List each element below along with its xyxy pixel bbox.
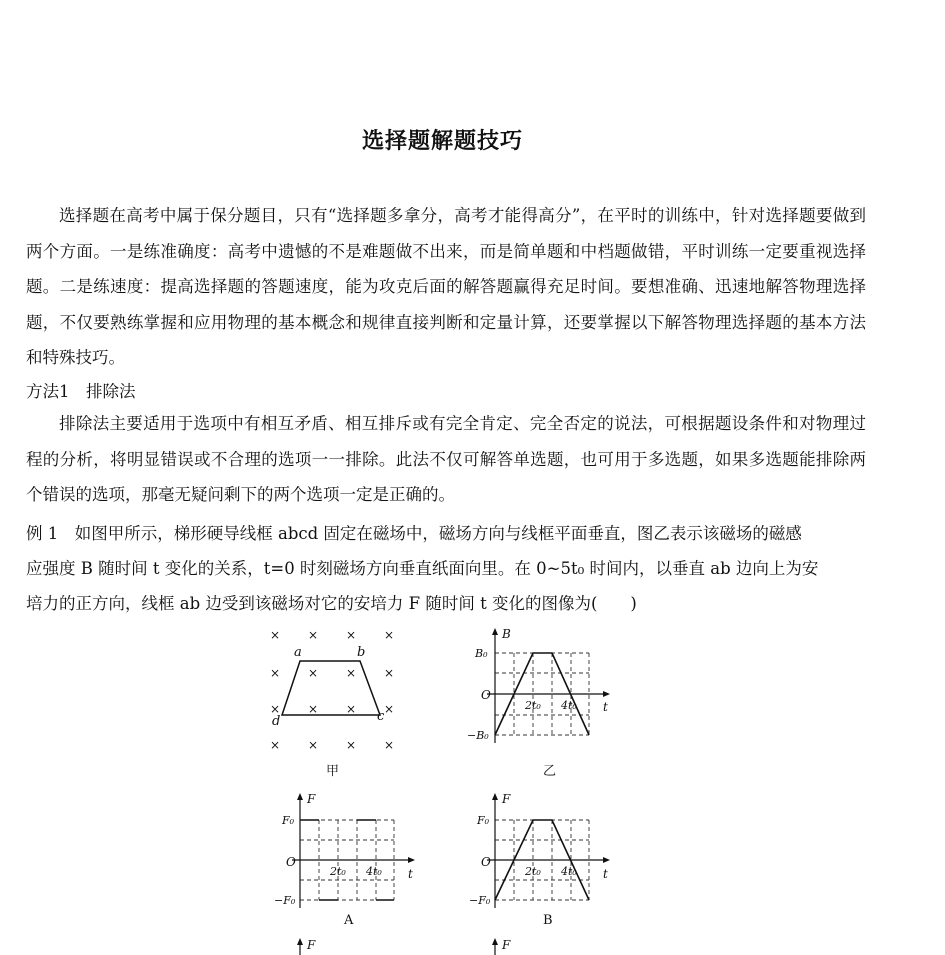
figure-jia [260,625,410,785]
x-axis-label: t [408,867,413,881]
vertex-label-c: c [377,709,385,724]
figure-yi [465,625,625,785]
y-bottom-label: −F₀ [274,894,296,907]
field-mark: × [384,666,395,680]
example1-line3: 培力的正方向，线框 ab 边受到该磁场对它的安培力 F 随时间 t 变化的图像为( ) [26,594,637,613]
field-mark: × [346,738,357,752]
field-mark: × [308,738,319,752]
field-mark: × [346,666,357,680]
method1-heading: 方法1 排除法 [26,382,136,401]
field-mark: × [384,628,395,642]
field-mark: × [308,628,319,642]
field-mark: × [270,666,281,680]
x-axis-label: t [603,700,608,714]
field-mark: × [308,666,319,680]
tick-label-2t0: 2t₀ [525,865,541,878]
tick-label-4t0: 4t₀ [561,699,577,712]
y-axis-label: F [502,938,511,952]
y-axis-label: F [307,792,316,806]
x-axis-label: t [603,867,608,881]
field-mark: × [308,702,319,716]
origin-label: O [481,688,491,702]
option-d-graph-partial [465,935,625,955]
y-axis-label: F [502,792,511,806]
option-a-graph [270,790,430,930]
tick-label-2t0: 2t₀ [330,865,346,878]
page-title: 选择题解题技巧 [361,128,523,154]
example1-line2: 应强度 B 随时间 t 变化的关系，t=0 时刻磁场方向垂直纸面向里。在 0~5t₀ 时间内，以垂直 ab 边向上为安 [26,559,819,578]
tick-label-4t0: 4t₀ [561,865,577,878]
option-a-caption: A [344,913,354,928]
y-bottom-label: −F₀ [469,894,491,907]
y-top-label: F₀ [282,814,295,827]
option-c-graph-partial [270,935,430,955]
trapezoid-frame [282,661,380,715]
option-b-caption: B [543,913,553,928]
tick-label-2t0: 2t₀ [525,699,541,712]
example1-line1: 例 1 如图甲所示，梯形硬导线框 abcd 固定在磁场中，磁场方向与线框平面垂直，图乙表示该磁场的磁感 [26,524,802,543]
intro-paragraph: 选择题在高考中属于保分题目，只有“选择题多拿分，高考才能得高分”，在平时的训练中，针对选择题要做到两个方面。一是练准确度：高考中遗憾的不是难题做不出来，而是简单题和中档题做错，平时训练一定要重视选择题。二是练速度：提高选择题的答题速度，能为攻克后面的解答题赢得充足时间。要想准确、迅速地解答物理选择题，不仅要熟练掌握和应用物理的基本概念和规律直接判断和定量计算，还要掌握以下解答物理选择题的基本方法和特殊技巧。 [26,206,866,367]
field-mark: × [270,702,281,716]
origin-label: O [481,855,491,869]
option-b-graph [465,790,625,930]
field-mark: × [384,702,395,716]
y-axis-label: B [502,627,511,641]
field-mark: × [346,702,357,716]
y-axis-label: F [307,938,316,952]
vertex-label-a: a [294,645,302,660]
field-mark: × [384,738,395,752]
origin-label: O [286,855,296,869]
tick-label-4t0: 4t₀ [366,865,382,878]
field-mark: × [270,628,281,642]
field-mark: × [346,628,357,642]
field-mark: × [270,738,281,752]
figure-yi-caption: 乙 [543,764,557,779]
y-top-label: B₀ [475,647,488,660]
method1-body: 排除法主要适用于选项中有相互矛盾、相互排斥或有完全肯定、完全否定的说法，可根据题设条件和对物理过程的分析，将明显错误或不合理的选项一一排除。此法不仅可解答单选题，也可用于多选题，如果多选题能排除两个错误的选项，那毫无疑问剩下的两个选项一定是正确的。 [26,414,866,504]
y-top-label: F₀ [477,814,490,827]
figure-jia-caption: 甲 [326,764,340,779]
vertex-label-b: b [357,645,366,660]
y-bottom-label: −B₀ [467,729,489,742]
vertex-label-d: d [272,714,281,729]
